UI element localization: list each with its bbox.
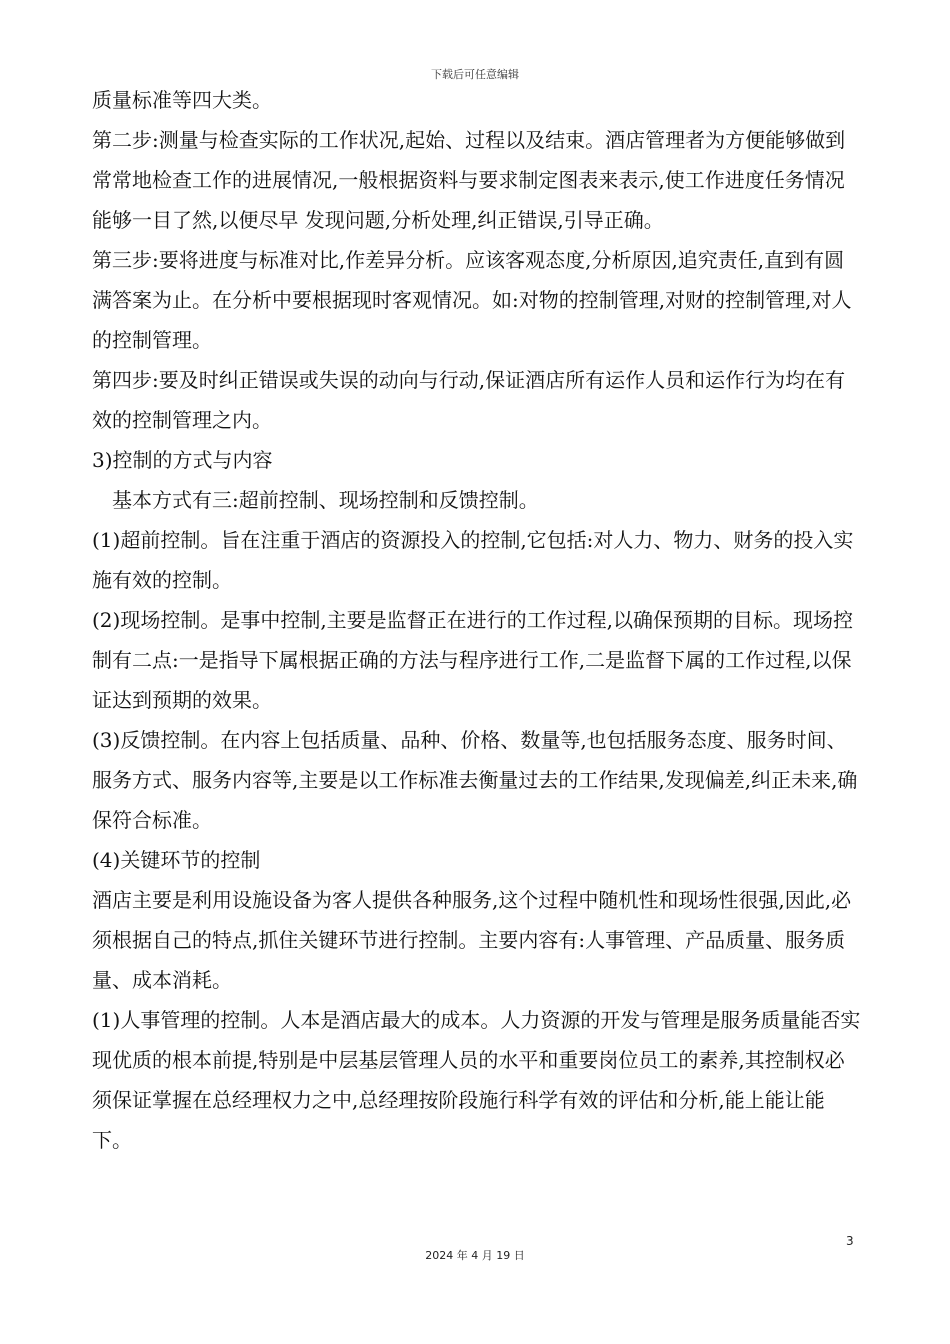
paragraph-personnel-control: (1)人事管理的控制。人本是酒店最大的成本。人力资源的开发与管理是服务质量能否实现优质的根本前提,特别是中层基层管理人员的水平和重要岗位员工的素养,其控制权必须保证掌握在总经理权力之中,总经理按阶段施行科学有效的评估和分析,能上能让能下。 (92, 1008, 861, 1152)
paragraph-feedback-control: (3)反馈控制。在内容上包括质量、品种、价格、数量等,也包括服务态度、服务时间、服务方式、服务内容等,主要是以工作标准去衡量过去的工作结果,发现偏差,纠正未来,确保符合标准。 (92, 728, 858, 832)
paragraph-onsite-control: (2)现场控制。是事中控制,主要是监督正在进行的工作过程,以确保预期的目标。现场控制有二点:一是指导下属根据正确的方法与程序进行工作,二是监督下属的工作过程,以保证达到预期的效果。 (92, 608, 854, 712)
paragraph-4: 第四步:要及时纠正错误或失误的动向与行动,保证酒店所有运作人员和运作行为均在有效的控制管理之内。 (92, 368, 846, 432)
paragraph-basic-methods: 基本方式有三:超前控制、现场控制和反馈控制。 (112, 488, 539, 512)
page-header: 下载后可任意编辑 (431, 68, 519, 81)
page-footer-date: 2024 年 4 月 19 日 (425, 1249, 525, 1262)
paragraph-3: 第三步:要将进度与标准对比,作差异分析。应该客观态度,分析原因,追究责任,直到有圆满答案为止。在分析中要根据现时客观情况。如:对物的控制管理,对财的控制管理,对人的控制管理。 (92, 248, 852, 352)
page-number: 3 (846, 1234, 854, 1248)
paragraph-advance-control: (1)超前控制。旨在注重于酒店的资源投入的控制,它包括:对人力、物力、财务的投入实施有效的控制。 (92, 528, 854, 592)
paragraph-key-links: 酒店主要是利用设施设备为客人提供各种服务,这个过程中随机性和现场性很强,因此,必须根据自己的特点,抓住关键环节进行控制。主要内容有:人事管理、产品质量、服务质量、成本消耗。 (92, 888, 852, 992)
section-heading: 3)控制的方式与内容 (92, 448, 273, 472)
paragraph-1: 质量标准等四大类。 (92, 88, 272, 112)
document-body (92, 80, 862, 1160)
paragraph-2: 第二步:测量与检查实际的工作状况,起始、过程以及结束。酒店管理者为方便能够做到常常地检查工作的进展情况,一般根据资料与要求制定图表来表示,使工作进度任务情况能够一目了然,以便尽早 发现问题,分析处理,纠正错误,引导正确。 (92, 128, 846, 232)
subsection-heading: (4)关键环节的控制 (92, 848, 261, 872)
